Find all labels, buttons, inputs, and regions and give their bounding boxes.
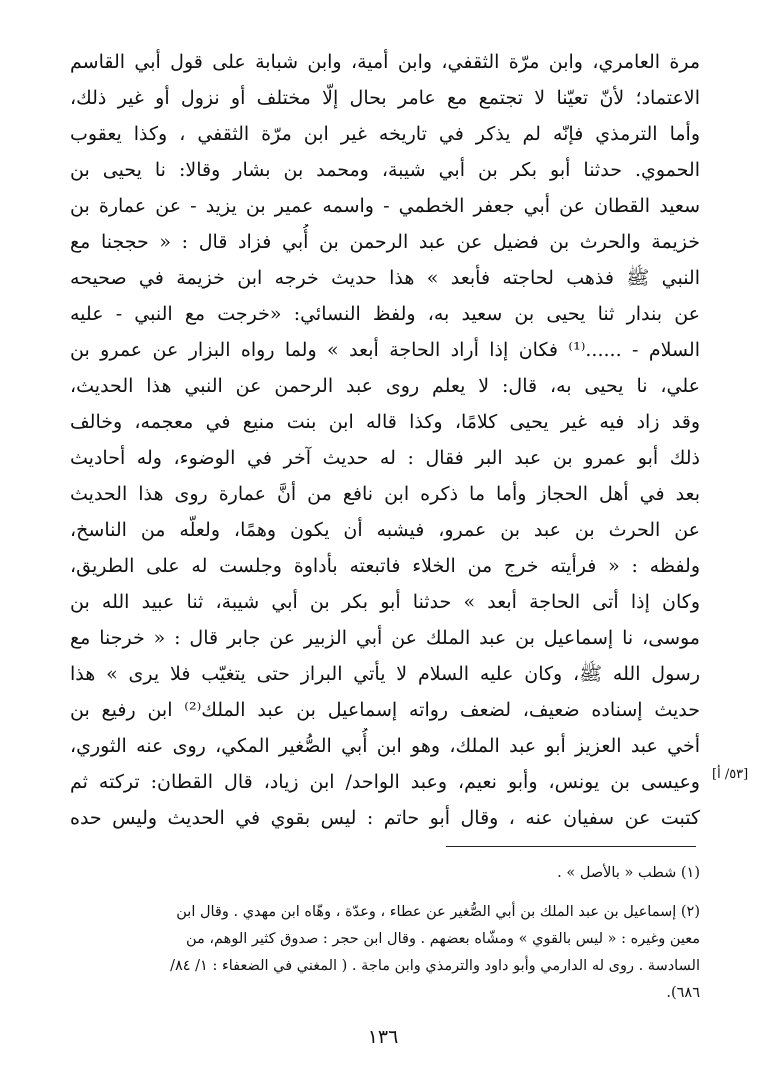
text-line: السلام - ......⁽¹⁾ فكان إذا أراد الحاجة أبعد » ولما رواه البزار عن عمرو بن — [70, 339, 700, 361]
text-line: وقد زاد فيه غير يحيى كلامًا، وكذا قاله ابن بنت منيع في معجمه، وخالف — [70, 411, 700, 433]
text-line: بعد في أهل الحجاز وأما ما ذكره ابن نافع من أنَّ عمارة روى هذا الحديث — [70, 483, 700, 505]
page-number: ١٣٦ — [367, 1026, 399, 1048]
text-line: مرة العامري، وابن مرّة الثقفي، وابن أمية، وابن شبابة على قول أبي القاسم — [70, 51, 700, 73]
text-line: النبي ﷺ فذهب لحاجته فأبعد » هذا حديث خرجه ابن خزيمة في صحيحه — [70, 267, 700, 289]
text-line: عن الحرث بن عبد بن عمرو، فيشبه أن يكون وهمًا، ولعلّه من الناسخ، — [70, 519, 700, 541]
text-line: ولفظه : « فرأيته خرج من الخلاء فاتبعته بأداوة وجلست له على الطريق، — [70, 555, 700, 577]
text-line: الاعتماد؛ لأنّ تعيّنا لا تجتمع مع عامر بحال إلّا مختلف أو نزول أو غير ذلك، — [70, 87, 700, 109]
footnote-2-line: السادسة . روى له الدارمي وأبو داود والترمذي وابن ماجة . ( المغني في الضعفاء : ١/ ٨٤/ — [170, 958, 700, 974]
folio-margin-note: [٥٣/ أ] — [712, 767, 749, 782]
footnote-divider — [446, 846, 696, 847]
text-line: عن بندار ثنا يحيى بن سعيد به، ولفظ النسائي: «خرجت مع النبي - عليه — [70, 303, 700, 325]
text-line: كتبت عن سفيان عنه ، وقال أبو حاتم : ليس بقوي في الحديث وليس حده — [70, 807, 700, 829]
text-line: حديث إسناده ضعيف، لضعف رواته إسماعيل بن عبد الملك⁽²⁾ ابن رفيع بن — [70, 699, 700, 721]
text-line: سعيد القطان عن أبي جعفر الخطمي - واسمه عمير بن يزيد - عن عمارة بن — [70, 195, 700, 217]
text-line: وعيسى بن يونس، وأبو نعيم، وعبد الواحد/ ابن زياد، قال القطان: تركته ثم — [70, 771, 700, 793]
text-line: أخي عبد العزيز أبو عبد الملك، وهو ابن أُبي الصُّغير المكي، روى عنه الثوري، — [70, 735, 700, 757]
footnote-2-line: معين وغيره : « ليس بالقوي » ومشّاه بعضهم . وقال ابن حجر : صدوق كثير الوهم، من — [185, 931, 700, 947]
main-text-block — [70, 44, 700, 836]
footnote-2-line: ٦٨٦). — [666, 985, 700, 1001]
text-line: ذلك أبو عمرو بن عبد البر فقال : له حديث آخر في الوضوء، وله أحاديث — [70, 447, 700, 469]
footnote-1: (١) شطب « بالأصل » . — [557, 865, 700, 881]
text-line: رسول الله ﷺ، وكان عليه السلام لا يأتي البراز حتى يتغيّب فلا يرى » هذا — [70, 663, 700, 685]
footnote-2-line: (٢) إسماعيل بن عبد الملك بن أبي الصُّغير عن عطاء ، وعدّة ، وهّاه ابن مهدي . وقال ابن — [176, 904, 700, 920]
text-line: خزيمة والحرث بن فضيل عن عبد الرحمن بن أُبي فزاد قال : « حججنا مع — [70, 231, 700, 253]
text-line: موسى، نا إسماعيل بن عبد الملك عن أبي الزبير عن جابر قال : « خرجنا مع — [70, 627, 700, 649]
footnotes — [70, 860, 700, 1007]
text-line: الحموي. حدثنا أبو بكر بن أبي شيبة، ومحمد بن بشار وقالا: نا يحيى بن — [70, 159, 700, 181]
text-line: علي، نا يحيى به، قال: لا يعلم روى عبد الرحمن عن النبي هذا الحديث، — [70, 375, 700, 397]
text-line: وكان إذا أتى الحاجة أبعد » حدثنا أبو بكر بن أبي شيبة، ثنا عبيد الله بن — [70, 591, 700, 613]
text-line: وأما الترمذي فإنّه لم يذكر في تاريخه غير ابن مرّة الثقفي ، وكذا يعقوب — [70, 123, 700, 145]
